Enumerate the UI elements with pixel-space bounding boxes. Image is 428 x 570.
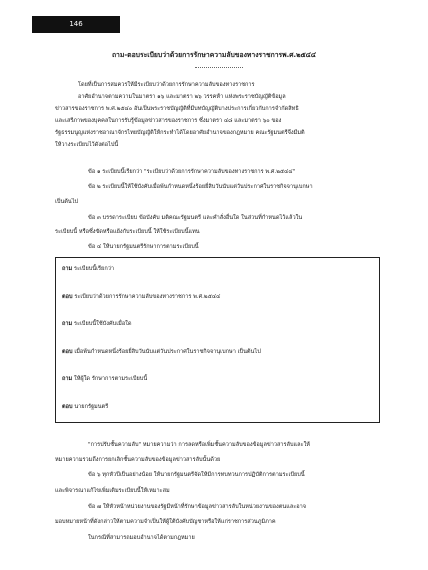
qa-label: ถาม bbox=[62, 321, 73, 327]
body-line: มอบหมายหน้าที่ดังกล่าวให้ตามความจำเป็นให้ผู้ใต้บังคับบัญชาหรือให้แก่ราชการส่วนภูมิภาค bbox=[55, 519, 276, 525]
qa-row bbox=[62, 293, 220, 301]
intro-line: รัฐธรรมนูญแห่งราชอาณาจักรไทยบัญญัติให้กระทำได้โดยอาศัยอำนาจของกฎหมาย คณะรัฐมนตรีจึงมีมติ bbox=[55, 130, 305, 136]
intro-line: โดยที่เป็นการสมควรให้มีระเบียบว่าด้วยการรักษาความลับของทางราชการ bbox=[78, 82, 255, 88]
intro-line: และเสรีภาพของบุคคลในการรับรู้ข้อมูลข่าวสารของราชการ ซึ่งมาตรา ๔๘ และมาตรา ๖๐ ของ bbox=[55, 118, 282, 124]
intro-line: อาศัยอำนาจตามความในมาตรา ๑๖ และมาตรา ๒๖ วรรคห้า แห่งพระราชบัญญัติข้อมูล bbox=[78, 94, 286, 100]
title-divider bbox=[195, 67, 243, 68]
body-line: ในกรณีที่สามารถมอบอำนาจได้ตามกฎหมาย bbox=[88, 535, 195, 541]
clause-line: ระเบียบนี้ หรือซึ่งขัดหรือแย้งกับระเบียบนี้ ให้ใช้ระเบียบนี้แทน bbox=[55, 229, 200, 235]
qa-row bbox=[62, 265, 114, 273]
clause-line: ข้อ ๓ บรรดาระเบียบ ข้อบังคับ มติคณะรัฐมนตรี และคำสั่งอื่นใด ในส่วนที่กำหนดไว้แล้วใน bbox=[88, 215, 303, 221]
clause-line: ข้อ ๑ ระเบียบนี้เรียกว่า "ระเบียบว่าด้วยการรักษาความลับของทางราชการ พ.ศ.๒๕๔๔" bbox=[88, 169, 296, 175]
body-line: ข้อ ๗ ให้หัวหน้าหน่วยงานของรัฐมีหน้าที่รักษาข้อมูลข่าวสารลับในหน่วยงานของตนและอาจ bbox=[88, 504, 307, 510]
body-line: "การปรับชั้นความลับ" หมายความว่า การลดหรือเพิ่มชั้นความลับของข้อมูลข่าวสารลับและให้ bbox=[88, 442, 310, 448]
body-line: ข้อ ๖ ทุกหัวปีเป็นอย่างน้อย ให้นายกรัฐมนตรีจัดให้มีการทบทวนการปฏิบัติการตามระเบียบนี้ bbox=[88, 472, 305, 478]
body-line: และพิจารณาแก้ไขเพิ่มเติมระเบียบนี้ให้เหมาะสม bbox=[55, 488, 170, 494]
qa-text: นายกรัฐมนตรี bbox=[74, 404, 109, 410]
intro-line: ข่าวสารของราชการ พ.ศ.๒๕๔๐ อันเป็นพระราชบัญญัติที่มีบทบัญญัติบางประการเกี่ยวกับการจำกัดสิทธิ bbox=[55, 106, 299, 112]
qa-row bbox=[62, 403, 108, 411]
qa-row bbox=[62, 348, 261, 356]
qa-text: ให้ผู้ใด รักษาการตามระเบียบนี้ bbox=[74, 376, 148, 382]
clause-line: เป็นต้นไป bbox=[55, 199, 79, 205]
qa-box bbox=[55, 257, 380, 423]
qa-label: ตอบ bbox=[62, 294, 73, 300]
qa-label: ตอบ bbox=[62, 404, 73, 410]
qa-row bbox=[62, 320, 132, 328]
qa-label: ถาม bbox=[62, 376, 73, 382]
body-line: หมายความรวมถึงการยกเลิกชั้นความลับของข้อมูลข่าวสารลับนั้นด้วย bbox=[55, 457, 221, 463]
clause-line: ข้อ ๔ ให้นายกรัฐมนตรีรักษาการตามระเบียบนี้ bbox=[88, 244, 199, 250]
qa-label: ถาม bbox=[62, 266, 73, 272]
qa-text: เมื่อพ้นกำหนดหนึ่งร้อยยี่สิบวันนับแต่วันประกาศในราชกิจจานุเบกษา เป็นต้นไป bbox=[74, 349, 261, 355]
qa-text: ระเบียบว่าด้วยการรักษาความลับของทางราชการ พ.ศ.๒๕๔๔ bbox=[74, 294, 221, 300]
qa-text: ระเบียบนี้ใช้บังคับเมื่อใด bbox=[74, 321, 132, 327]
clause-line: ข้อ ๒ ระเบียบนี้ให้ใช้บังคับเมื่อพ้นกำหนดหนึ่งร้อยยี่สิบวันนับแต่วันประกาศในราชกิจจานุเบกษา bbox=[88, 184, 313, 190]
qa-label: ตอบ bbox=[62, 349, 73, 355]
qa-row bbox=[62, 375, 147, 383]
page-number-badge: 146 bbox=[32, 16, 120, 33]
document-title: ถาม-ตอบระเบียบว่าด้วยการรักษาความลับของทางราชการพ.ศ.๒๕๔๔ bbox=[111, 51, 317, 59]
qa-text: ระเบียบนี้เรียกว่า bbox=[74, 266, 114, 272]
intro-line: ให้วางระเบียบไว้ดังต่อไปนี้ bbox=[55, 142, 119, 148]
